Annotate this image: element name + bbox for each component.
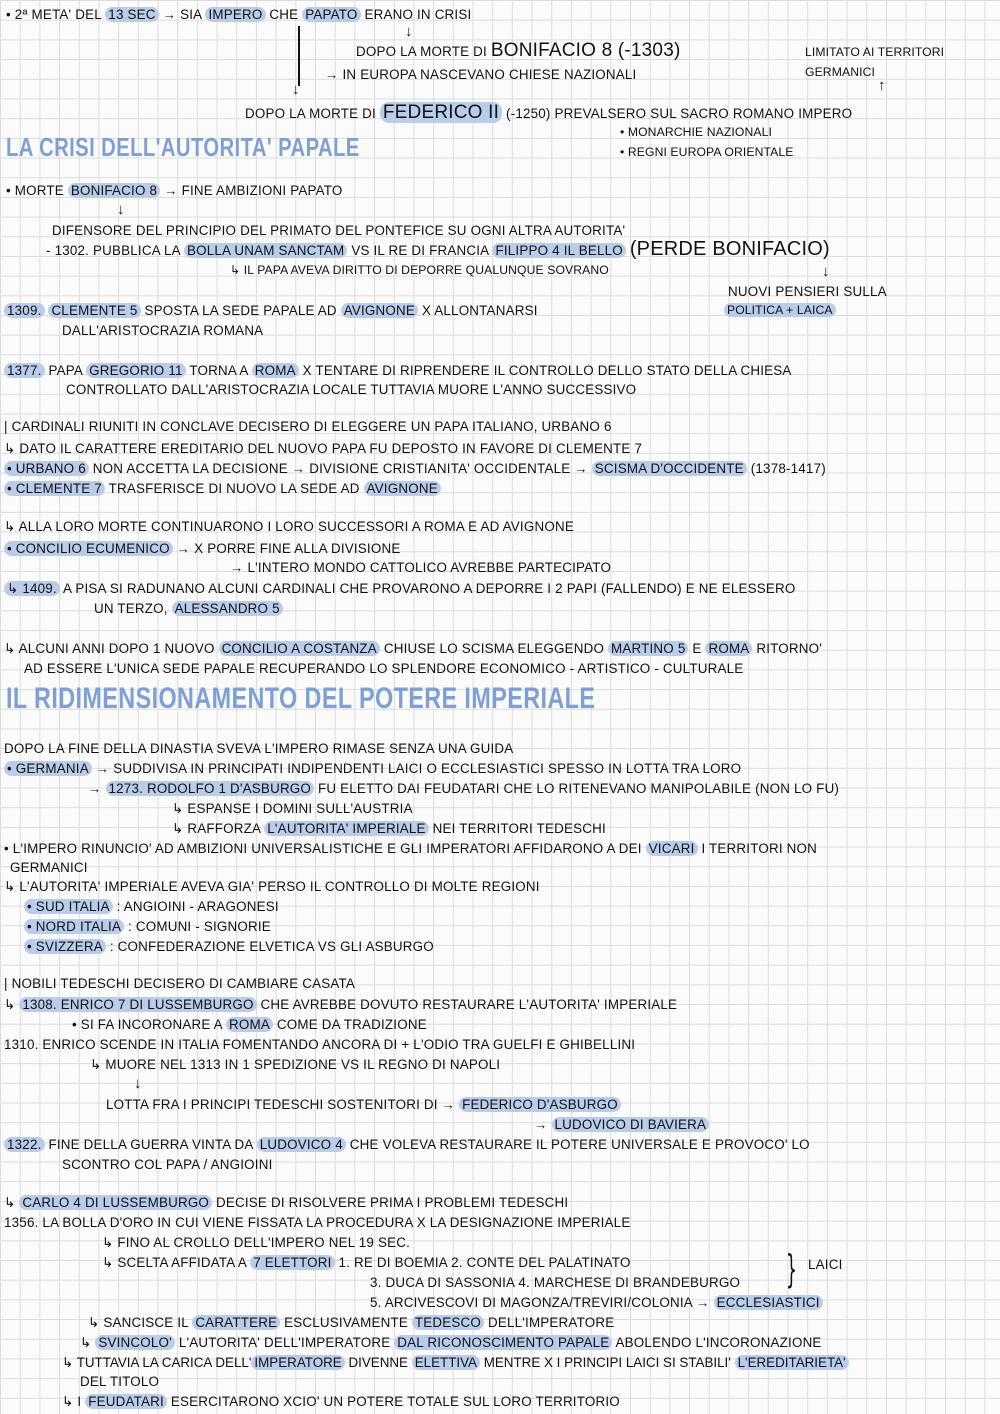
highlight: FEDERICO II bbox=[380, 102, 502, 123]
text: : CONFEDERAZIONE ELVETICA VS GLI ASBURGO bbox=[109, 939, 434, 954]
s2-p1-line-5 bbox=[172, 820, 606, 837]
s2-p1-line-7: GERMANICI bbox=[10, 860, 88, 875]
p3-line-1 bbox=[4, 362, 792, 379]
s2-p1-line-2 bbox=[4, 760, 741, 777]
highlight: 1273. RODOLFO 1 D'ASBURGO bbox=[106, 781, 315, 796]
highlight: CONCILIO A COSTANZA bbox=[219, 641, 380, 656]
intro-line-4 bbox=[245, 104, 852, 122]
text: CHE AVREBBE DOVUTO RESTAURARE L'AUTORITA' IMPERIALE bbox=[260, 997, 678, 1012]
highlight: • URBANO 6 bbox=[4, 461, 89, 476]
text: : ANGIOINI - ARAGONESI bbox=[116, 899, 279, 914]
highlight: POLITICA + LAICA bbox=[724, 303, 836, 317]
text: (-1250) PREVALSERO SUL SACRO ROMANO IMPERO bbox=[506, 106, 853, 121]
p1-new-thought: NUOVI PENSIERI SULLA bbox=[728, 284, 887, 299]
text: ESERCITARONO XCIO' UN POTERE TOTALE SUL LORO TERRITORIO bbox=[170, 1394, 620, 1409]
arrow-down-icon: ↓ bbox=[405, 23, 413, 40]
arrow-down-icon: ↓ bbox=[292, 81, 300, 98]
text: ↳ SANCISCE IL bbox=[88, 1315, 189, 1330]
text: CHIUSE LO SCISMA ELEGGENDO bbox=[383, 641, 605, 656]
highlight: 13 SEC bbox=[105, 7, 158, 22]
text: CHE VOLEVA RESTAURARE IL POTERE UNIVERSALE E PROVOCO' LO bbox=[349, 1137, 810, 1152]
text: ↳ SCELTA AFFIDATA A bbox=[102, 1255, 247, 1270]
p2-line-2: DALL'ARISTOCRAZIA ROMANA bbox=[62, 323, 264, 338]
text: ESCLUSIVAMENTE bbox=[284, 1315, 408, 1330]
highlight: IMPERO bbox=[205, 7, 265, 22]
highlight: LUDOVICO DI BAVIERA bbox=[552, 1117, 710, 1132]
text: → SIA bbox=[162, 7, 202, 22]
highlight: MARTINO 5 bbox=[608, 641, 688, 656]
connector-line bbox=[298, 26, 300, 86]
text: SPOSTA LA SEDE PAPALE AD bbox=[144, 303, 337, 318]
text: A PISA SI RADUNANO ALCUNI CARDINALI CHE PROVARONO A DEPORRE I 2 PAPI (FALLENDO) E NE ELESSERO bbox=[63, 581, 796, 596]
text: ↳ I bbox=[62, 1394, 82, 1409]
limit-note-2: GERMANICI bbox=[805, 65, 875, 79]
s2-p3-line-6 bbox=[370, 1294, 823, 1311]
s2-p3-line-9 bbox=[62, 1354, 849, 1371]
s2-p1-line-9 bbox=[24, 898, 279, 915]
s2-p2-line-2 bbox=[4, 996, 677, 1013]
p1-line-4: ↳ IL PAPA AVEVA DIRITTO DI DEPORRE QUALUNQUE SOVRANO bbox=[230, 263, 609, 277]
highlight: BONIFACIO 8 bbox=[68, 183, 160, 198]
s2-p2-line-5: ↳ MUORE NEL 1313 IN 1 SPEDIZIONE VS IL REGNO DI NAPOLI bbox=[90, 1057, 501, 1072]
highlight: SCISMA D'OCCIDENTE bbox=[592, 461, 747, 476]
text: → X PORRE FINE ALLA DIVISIONE bbox=[176, 541, 401, 556]
highlight: CARLO 4 DI LUSSEMBURGO bbox=[19, 1195, 212, 1210]
p1-new-thought-2 bbox=[724, 302, 836, 319]
s2-p1-line-3 bbox=[88, 780, 839, 797]
text: • SI FA INCORONARE A bbox=[72, 1017, 223, 1032]
p6-line-1 bbox=[4, 640, 822, 657]
p4-line-3 bbox=[4, 460, 826, 477]
s2-p3-line-2: 1356. LA BOLLA D'ORO IN CUI VIENE FISSATA LA PROCEDURA X LA DESIGNAZIONE IMPERIALE bbox=[4, 1215, 631, 1230]
highlight: LUDOVICO 4 bbox=[257, 1137, 346, 1152]
highlight: ↳ 1409. bbox=[4, 581, 60, 596]
p1-line-2: DIFENSORE DEL PRINCIPIO DEL PRIMATO DEL PONTEFICE SU OGNI ALTRA AUTORITA' bbox=[52, 223, 626, 238]
text: NON ACCETTA LA DECISIONE → DIVISIONE CRISTIANITA' OCCIDENTALE → bbox=[92, 461, 588, 476]
text: X ALLONTANARSI bbox=[421, 303, 538, 318]
p1-line-1 bbox=[6, 182, 343, 199]
highlight: ROMA bbox=[705, 641, 752, 656]
s2-p3-line-8 bbox=[80, 1334, 822, 1351]
p2-line-1 bbox=[4, 302, 538, 319]
text: DOPO LA MORTE DI bbox=[245, 106, 376, 121]
text: MENTRE X I PRINCIPI LAICI SI STABILI' bbox=[483, 1355, 731, 1370]
text: FINE DELLA GUERRA VINTA DA bbox=[48, 1137, 253, 1152]
arrow-up-icon: ↑ bbox=[878, 77, 886, 94]
p4-line-2: ↳ DATO IL CARATTERE EREDITARIO DEL NUOVO PAPA FU DEPOSTO IN FAVORE DI CLEMENTE 7 bbox=[4, 441, 643, 456]
text: ABOLENDO L'INCORONAZIONE bbox=[615, 1335, 822, 1350]
highlight: PAPATO bbox=[302, 7, 360, 22]
p4-line-1: | CARDINALI RIUNITI IN CONCLAVE DECISERO DI ELEGGERE UN PAPA ITALIANO, URBANO 6 bbox=[4, 419, 612, 434]
s2-p1-line-4: ↳ ESPANSE I DOMINI SULL'AUSTRIA bbox=[172, 801, 413, 816]
arrow-down-icon: ↓ bbox=[134, 1075, 142, 1092]
text: COME DA TRADIZIONE bbox=[276, 1017, 427, 1032]
text: TORNA A bbox=[189, 363, 248, 378]
highlight: TEDESCO bbox=[412, 1315, 484, 1330]
s2-p2-line-3 bbox=[72, 1016, 427, 1033]
highlight: ALESSANDRO 5 bbox=[172, 601, 283, 616]
highlight: ROMA bbox=[252, 363, 299, 378]
section-title-papal-crisis: LA CRISI DELL'AUTORITA' PAPALE bbox=[6, 132, 360, 162]
s2-p2-line-6 bbox=[106, 1096, 621, 1113]
intro-line-6: • REGNI EUROPA ORIENTALE bbox=[620, 145, 794, 159]
text: VS IL RE DI FRANCIA bbox=[351, 243, 489, 258]
text: ↳ ALCUNI ANNI DOPO 1 NUOVO bbox=[4, 641, 215, 656]
highlight: 7 ELETTORI bbox=[250, 1255, 334, 1270]
highlight: • SVIZZERA bbox=[24, 939, 106, 954]
text: TRASFERISCE DI NUOVO LA SEDE AD bbox=[108, 481, 360, 496]
highlight: AVIGNONE bbox=[341, 303, 418, 318]
text: RITORNO' bbox=[756, 641, 823, 656]
p5-line-5 bbox=[94, 600, 283, 617]
text: ↳ bbox=[4, 997, 16, 1012]
text: • 2ª META' DEL bbox=[6, 7, 102, 22]
s2-p3-line-7 bbox=[88, 1314, 614, 1331]
text: 1. RE DI BOEMIA 2. CONTE DEL PALATINATO bbox=[338, 1255, 631, 1270]
p3-line-2: CONTROLLATO DALL'ARISTOCRAZIA LOCALE TUTTAVIA MUORE L'ANNO SUCCESSIVO bbox=[66, 382, 637, 397]
text: → SUDDIVISA IN PRINCIPATI INDIPENDENTI LAICI O ECCLESIASTICI SPESSO IN LOTTA TRA LORO bbox=[95, 761, 742, 776]
text: BONIFACIO 8 (-1303) bbox=[490, 40, 681, 61]
text: • MORTE bbox=[6, 183, 64, 198]
text: ERANO IN CRISI bbox=[364, 7, 472, 22]
text: : COMUNI - SIGNORIE bbox=[128, 919, 271, 934]
p5-line-4 bbox=[4, 580, 796, 597]
s2-p1-line-10 bbox=[24, 918, 271, 935]
s2-p3-line-1 bbox=[4, 1194, 568, 1211]
limit-note-1: LIMITATO AI TERRITORI bbox=[805, 45, 945, 59]
arrow-down-icon: ↓ bbox=[117, 201, 125, 218]
text: DIVENNE bbox=[348, 1355, 408, 1370]
p6-line-2: AD ESSERE L'UNICA SEDE PAPALE RECUPERANDO LO SPLENDORE ECONOMICO - ARTISTICO - CULTURALE bbox=[24, 661, 744, 676]
s2-p2-line-7 bbox=[534, 1116, 709, 1133]
highlight: • SUD ITALIA bbox=[24, 899, 113, 914]
text: CHE bbox=[269, 7, 299, 22]
text: 5. ARCIVESCOVI DI MAGONZA/TREVIRI/COLONIA → bbox=[370, 1295, 710, 1310]
s2-p1-line-8: ↳ L'AUTORITA' IMPERIALE AVEVA GIA' PERSO IL CONTROLLO DI MOLTE REGIONI bbox=[4, 879, 540, 894]
p1-line-3 bbox=[46, 238, 830, 260]
highlight: BOLLA UNAM SANCTAM bbox=[184, 243, 347, 258]
highlight: ROMA bbox=[226, 1017, 273, 1032]
text: I TERRITORI NON bbox=[701, 841, 818, 856]
s2-p3-line-3: ↳ FINO AL CROLLO DELL'IMPERO NEL 19 SEC. bbox=[102, 1235, 411, 1250]
highlight: CLEMENTE 5 bbox=[48, 303, 140, 318]
text: ↳ bbox=[4, 1195, 16, 1210]
highlight: • CLEMENTE 7 bbox=[4, 481, 105, 496]
s2-p1-line-11 bbox=[24, 938, 434, 955]
highlight: 1308. ENRICO 7 DI LUSSEMBURGO bbox=[19, 997, 256, 1012]
highlight: • NORD ITALIA bbox=[24, 919, 124, 934]
highlight: ELETTIVA bbox=[412, 1355, 480, 1370]
text: L'AUTORITA' DELL'IMPERATORE bbox=[178, 1335, 391, 1350]
highlight: CARATTERE bbox=[192, 1315, 280, 1330]
p5-line-2 bbox=[4, 540, 400, 557]
s2-p2-line-8 bbox=[4, 1136, 810, 1153]
text: LOTTA FRA I PRINCIPI TEDESCHI SOSTENITORI DI → bbox=[106, 1097, 456, 1112]
text: DOPO LA MORTE DI bbox=[356, 44, 487, 59]
highlight: 1322. bbox=[4, 1137, 45, 1152]
highlight: DAL RICONOSCIMENTO PAPALE bbox=[394, 1335, 612, 1350]
highlight: • CONCILIO ECUMENICO bbox=[4, 541, 173, 556]
p5-line-3: → L'INTERO MONDO CATTOLICO AVREBBE PARTECIPATO bbox=[230, 560, 612, 575]
highlight: GREGORIO 11 bbox=[86, 363, 185, 378]
s2-p2-line-9: SCONTRO COL PAPA / ANGIOINI bbox=[62, 1157, 273, 1172]
text: FU ELETTO DAI FEUDATARI CHE LO RITENEVANO MANIPOLABILE (NON LO FU) bbox=[317, 781, 840, 796]
text: ↳ RAFFORZA bbox=[172, 821, 261, 836]
text: DECISE DI RISOLVERE PRIMA I PROBLEMI TEDESCHI bbox=[215, 1195, 569, 1210]
highlight: AVIGNONE bbox=[364, 481, 441, 496]
highlight: 1309. bbox=[4, 303, 45, 318]
s2-p3-line-5: 3. DUCA DI SASSONIA 4. MARCHESE DI BRANDEBURGO bbox=[370, 1275, 741, 1290]
section-title-imperial-power: IL RIDIMENSIONAMENTO DEL POTERE IMPERIALE bbox=[6, 682, 596, 715]
s2-p2-line-1: | NOBILI TEDESCHI DECISERO DI CAMBIARE CASATA bbox=[4, 976, 356, 991]
s2-p2-line-4: 1310. ENRICO SCENDE IN ITALIA FOMENTANDO ANCORA DI + L'ODIO TRA GUELFI E GHIBELLINI bbox=[4, 1037, 636, 1052]
text: (1378-1417) bbox=[750, 461, 826, 476]
highlight: FEUDATARI bbox=[85, 1394, 167, 1409]
intro-line-3: → IN EUROPA NASCEVANO CHIESE NAZIONALI bbox=[325, 67, 637, 82]
p5-line-1: ↳ ALLA LORO MORTE CONTINUARONO I LORO SUCCESSORI A ROMA E AD AVIGNONE bbox=[4, 519, 574, 534]
text: E bbox=[692, 641, 702, 656]
text: NEI TERRITORI TEDESCHI bbox=[432, 821, 606, 836]
highlight: L'AUTORITA' IMPERIALE bbox=[264, 821, 428, 836]
p4-line-4 bbox=[4, 480, 441, 497]
highlight: 1377. bbox=[4, 363, 45, 378]
text: - 1302. bbox=[46, 243, 90, 258]
text: ↳ bbox=[80, 1335, 92, 1350]
text: (PERDE BONIFACIO) bbox=[629, 238, 830, 260]
laici-label: LAICI bbox=[808, 1257, 843, 1272]
intro-line-2 bbox=[356, 42, 681, 60]
text: → FINE AMBIZIONI PAPATO bbox=[164, 183, 343, 198]
highlight: L'EREDITARIETA' bbox=[735, 1355, 849, 1370]
highlight: • GERMANIA bbox=[4, 761, 92, 776]
highlight: ECCLESIASTICI bbox=[714, 1295, 823, 1310]
s2-p3-line-10: DEL TITOLO bbox=[80, 1374, 160, 1389]
highlight: SVINCOLO' bbox=[95, 1335, 175, 1350]
highlight: VICARI bbox=[646, 841, 698, 856]
arrow-down-icon: ↓ bbox=[822, 263, 830, 280]
s2-p1-line-1: DOPO LA FINE DELLA DINASTIA SVEVA L'IMPERO RIMASE SENZA UNA GUIDA bbox=[4, 741, 514, 756]
s2-p3-line-4 bbox=[102, 1254, 631, 1271]
s2-p1-line-6 bbox=[4, 840, 817, 857]
highlight: FEDERICO D'ASBURGO bbox=[459, 1097, 621, 1112]
intro-line-5: • MONARCHIE NAZIONALI bbox=[620, 125, 772, 139]
text: PAPA bbox=[48, 363, 83, 378]
text: DELL'IMPERATORE bbox=[487, 1315, 615, 1330]
text: → bbox=[534, 1117, 548, 1132]
right-brace-icon: } bbox=[786, 1247, 797, 1291]
text: X TENTARE DI RIPRENDERE IL CONTROLLO DELLO STATO DELLA CHIESA bbox=[302, 363, 792, 378]
text: • L'IMPERO RINUNCIO' AD AMBIZIONI UNIVERSALISTICHE E GLI IMPERATORI AFFIDARONO A DEI bbox=[4, 841, 642, 856]
s2-p3-line-11 bbox=[62, 1393, 620, 1410]
text: ↳ TUTTAVIA LA CARICA DELL' bbox=[62, 1355, 252, 1370]
text: UN TERZO, bbox=[94, 601, 168, 616]
text: → bbox=[88, 781, 102, 796]
text: PUBBLICA LA bbox=[93, 243, 181, 258]
intro-line-1 bbox=[6, 6, 471, 23]
highlight: IMPERATORE bbox=[251, 1355, 344, 1370]
highlight: FILIPPO 4 IL BELLO bbox=[492, 243, 625, 258]
